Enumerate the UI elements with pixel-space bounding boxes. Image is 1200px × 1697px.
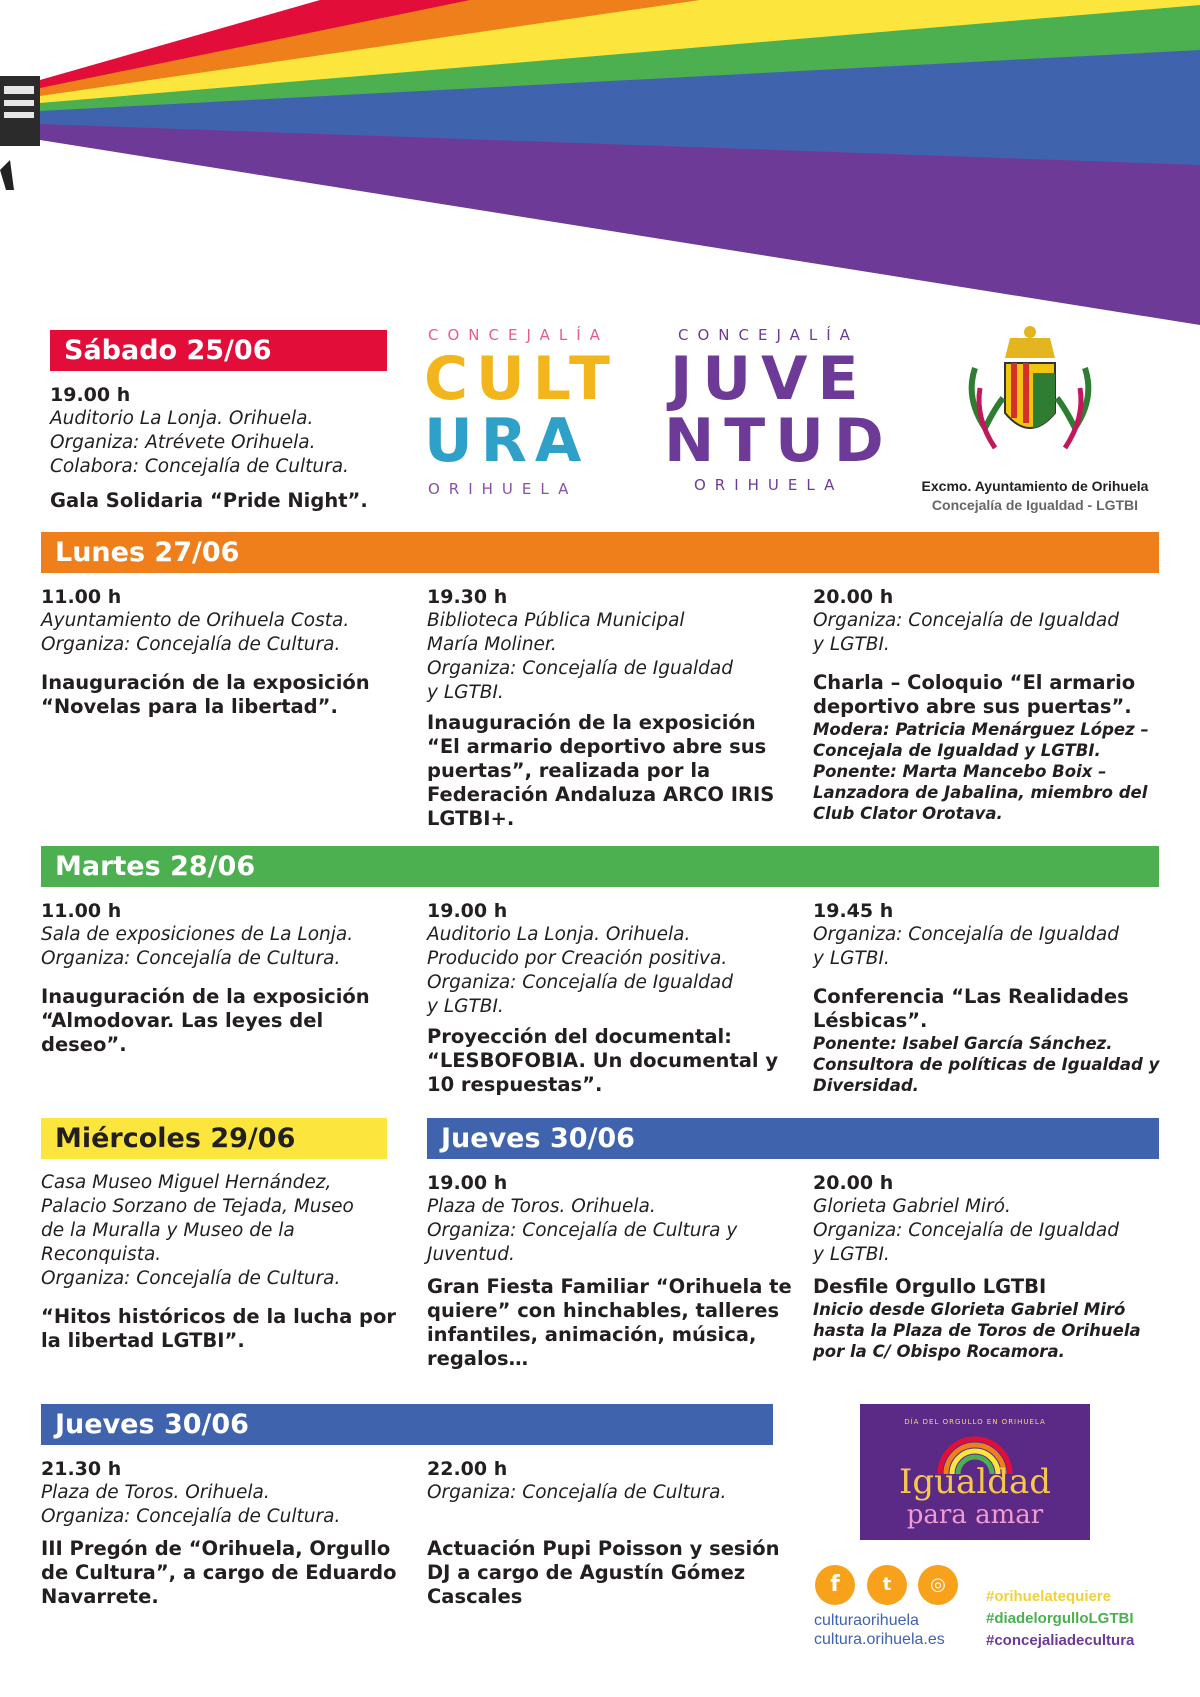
event-lunes-2 xyxy=(427,585,797,831)
event-details: Biblioteca Pública Municipal María Moliner. Organiza: Concejalía de Igualdad y LGTBI. xyxy=(427,610,733,703)
day-header-miercoles: Miércoles 29/06 xyxy=(41,1118,387,1159)
rainbow-megaphone-banner xyxy=(0,0,1200,330)
event-details: Ayuntamiento de Orihuela Costa. Organiza: Concejalía de Cultura. xyxy=(41,610,350,655)
event-details: Auditorio La Lonja. Orihuela. Producido por Creación positiva. Organiza: Concejalía de Igualdad y LGTBI. xyxy=(427,924,733,1017)
event-details: Plaza de Toros. Orihuela. Organiza: Concejalía de Cultura. xyxy=(41,1482,341,1527)
event-details: Organiza: Concejalía de Cultura. xyxy=(427,1482,727,1503)
concejalia-cultura-logo: CONCEJALÍA CULT URA ORIHUELA xyxy=(424,326,618,498)
hashtag-3: #concejaliadecultura xyxy=(986,1632,1135,1649)
day-header-sabado: Sábado 25/06 xyxy=(50,330,387,371)
ayuntamiento-dept: Concejalía de Igualdad - LGTBI xyxy=(931,497,1139,513)
event-extra: Inicio desde Glorieta Gabriel Miró hasta la Plaza de Toros de Orihuela por la C/ Obispo Rocamora. xyxy=(813,1300,1141,1361)
event-title: Charla – Coloquio “El armario deportivo abre sus puertas”. xyxy=(813,671,1136,718)
event-details: Plaza de Toros. Orihuela. Organiza: Concejalía de Cultura y Juventud. xyxy=(427,1196,738,1265)
hashtag-1: #orihuelatequiere xyxy=(986,1588,1112,1605)
event-martes-2 xyxy=(427,899,797,1097)
event-time: 19.00 h xyxy=(427,900,508,922)
orihuela-coat-of-arms-icon xyxy=(955,318,1105,468)
event-sabado xyxy=(50,383,395,513)
event-martes-1 xyxy=(41,899,411,1057)
event-time: 19.30 h xyxy=(427,586,508,608)
day-header-jueves-2: Jueves 30/06 xyxy=(41,1404,773,1445)
day-header-jueves: Jueves 30/06 xyxy=(427,1118,1159,1159)
event-title: Inauguración de la exposición “Almodovar. Las leyes del deseo”. xyxy=(41,985,370,1056)
igualdad-line2: para amar xyxy=(906,1500,1044,1530)
event-title: Actuación Pupi Poisson y sesión DJ a cargo de Agustín Gómez Cascales xyxy=(427,1537,780,1608)
event-time: 22.00 h xyxy=(427,1458,508,1480)
event-time: 11.00 h xyxy=(41,900,122,922)
event-title: Inauguración de la exposición “Novelas para la libertad”. xyxy=(41,671,370,718)
event-jueves2-1 xyxy=(41,1457,411,1609)
event-details: Auditorio La Lonja. Orihuela. Organiza: Atrévete Orihuela. Colabora: Concejalía de Cultura. xyxy=(50,408,349,477)
event-time: 21.30 h xyxy=(41,1458,122,1480)
day-header-lunes: Lunes 27/06 xyxy=(41,532,1159,573)
event-title: Proyección del documental: “LESBOFOBIA. Un documental y 10 respuestas”. xyxy=(427,1025,779,1096)
event-time: 19.45 h xyxy=(813,900,894,922)
event-title: Conferencia “Las Realidades Lésbicas”. xyxy=(813,985,1129,1032)
event-lunes-3 xyxy=(813,585,1183,824)
event-extra: Ponente: Isabel García Sánchez. Consultora de políticas de Igualdad y Diversidad. xyxy=(813,1034,1160,1095)
event-miercoles xyxy=(41,1171,411,1353)
facebook-icon[interactable]: f xyxy=(815,1565,855,1605)
event-time: 19.00 h xyxy=(50,384,131,406)
event-details: Organiza: Concejalía de Igualdad y LGTBI. xyxy=(813,924,1119,969)
day-header-martes: Martes 28/06 xyxy=(41,846,1159,887)
event-jueves2-2 xyxy=(427,1457,797,1609)
igualdad-para-amar-logo xyxy=(860,1404,1090,1540)
event-title: III Pregón de “Orihuela, Orgullo de Cultura”, a cargo de Eduardo Navarrete. xyxy=(41,1537,397,1608)
event-details: Glorieta Gabriel Miró. Organiza: Concejalía de Igualdad y LGTBI. xyxy=(813,1196,1119,1265)
event-time: 19.00 h xyxy=(427,1172,508,1194)
event-title: “Hitos históricos de la lucha por la libertad LGTBI”. xyxy=(41,1305,397,1352)
event-title: Gran Fiesta Familiar “Orihuela te quiere” con hinchables, talleres infantiles, animación, música, regalos… xyxy=(427,1275,792,1370)
event-title: Gala Solidaria “Pride Night”. xyxy=(50,489,368,512)
social-handle[interactable]: culturaorihuela xyxy=(814,1612,919,1629)
event-jueves-1 xyxy=(427,1171,797,1371)
concejalia-juventud-logo: CONCEJALÍA JUVE NTUD ORIHUELA xyxy=(664,326,894,494)
event-time: 20.00 h xyxy=(813,1172,894,1194)
event-time: 20.00 h xyxy=(813,586,894,608)
event-extra: Modera: Patricia Menárguez López – Concejala de Igualdad y LGTBI. Ponente: Marta Mancebo Boix – Lanzadora de Jabalina, miembro del Club Clator Orotava. xyxy=(813,720,1149,823)
event-time: 11.00 h xyxy=(41,586,122,608)
website-link[interactable]: cultura.orihuela.es xyxy=(814,1631,945,1648)
event-title: Inauguración de la exposición “El armario deportivo abre sus puertas”, realizada por la Federación Andaluza ARCO IRIS LGTBI+. xyxy=(427,711,775,830)
twitter-icon[interactable]: t xyxy=(867,1565,907,1605)
ayuntamiento-name: Excmo. Ayuntamiento de Orihuela xyxy=(921,478,1149,494)
instagram-icon[interactable]: ◎ xyxy=(918,1565,958,1605)
event-details: Casa Museo Miguel Hernández, Palacio Sorzano de Tejada, Museo de la Muralla y Museo de la Reconquista. Organiza: Concejalía de Cultura. xyxy=(41,1172,354,1289)
event-lunes-1 xyxy=(41,585,411,719)
event-details: Sala de exposiciones de La Lonja. Organiza: Concejalía de Cultura. xyxy=(41,924,354,969)
igualdad-line1: Igualdad xyxy=(898,1462,1052,1502)
event-details: Organiza: Concejalía de Igualdad y LGTBI. xyxy=(813,610,1119,655)
hashtag-2: #diadelorgulloLGTBI xyxy=(986,1610,1134,1627)
event-martes-3 xyxy=(813,899,1183,1096)
event-jueves-2 xyxy=(813,1171,1183,1362)
igualdad-arc-text: DÍA DEL ORGULLO EN ORIHUELA xyxy=(904,1418,1046,1426)
event-title: Desfile Orgullo LGTBI xyxy=(813,1275,1047,1298)
